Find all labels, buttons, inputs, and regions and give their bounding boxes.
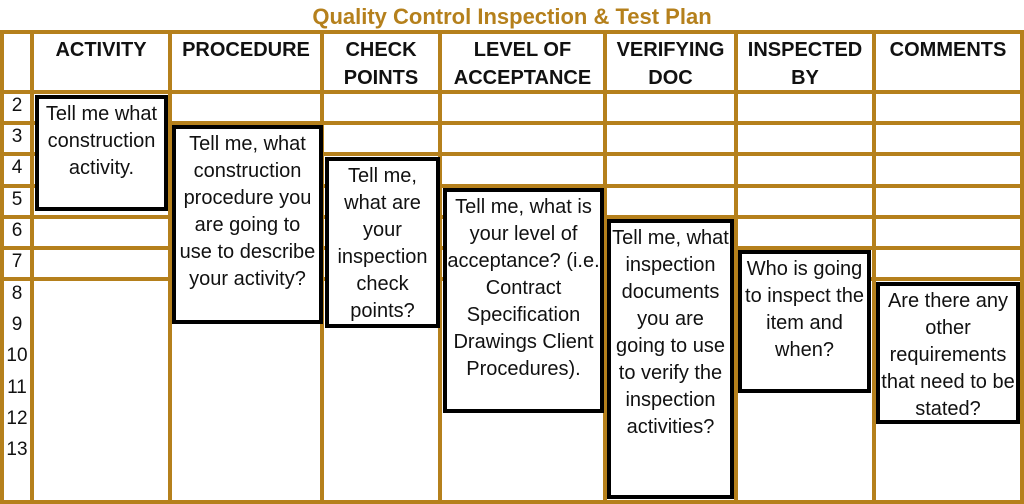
row-number: 6 [11, 220, 23, 241]
row-number: 7 [11, 251, 23, 272]
row-number: 10 [6, 345, 28, 366]
header-level-of-acceptance: LEVEL OF ACCEPTANCE [453, 39, 592, 89]
note-verifying-doc: Tell me, what inspection documents you are going to use to verify the inspection activities? [607, 219, 734, 499]
note-activity: Tell me what construction activity. [35, 95, 168, 211]
row-number: 12 [6, 408, 28, 429]
note-procedure: Tell me, what construction procedure you are going to use to describe your activity? [172, 125, 323, 324]
grid-line [872, 34, 876, 504]
note-check-points: Tell me, what are your inspection check points? [325, 157, 440, 328]
header-check-points: CHECK POINTS [343, 39, 419, 89]
row-number: 8 [11, 283, 23, 304]
grid-line [0, 30, 1024, 34]
grid-line [0, 500, 1024, 504]
header-verifying-doc: VERIFYING DOC [616, 39, 725, 89]
grid-line [1020, 34, 1024, 504]
note-level-of-acceptance: Tell me, what is your level of acceptance? (i.e. Contract Specification Drawings Client Procedures). [443, 188, 604, 413]
note-comments: Are there any other requirements that need to be stated? [876, 282, 1020, 424]
row-number: 3 [11, 126, 23, 147]
header-procedure: PROCEDURE [182, 39, 310, 61]
header-activity: ACTIVITY [55, 39, 147, 61]
row-number: 2 [11, 95, 23, 116]
row-number: 5 [11, 189, 23, 210]
note-inspected-by: Who is going to inspect the item and when? [738, 250, 871, 393]
header-inspected-by: INSPECTED BY [747, 39, 863, 89]
row-number: 11 [7, 377, 27, 398]
row-number: 13 [6, 439, 28, 460]
header-comments: COMMENTS [889, 39, 1007, 61]
grid-line [30, 34, 34, 504]
row-number: 4 [11, 157, 23, 178]
row-number: 9 [11, 314, 23, 335]
page-title: Quality Control Inspection & Test Plan [312, 4, 712, 29]
